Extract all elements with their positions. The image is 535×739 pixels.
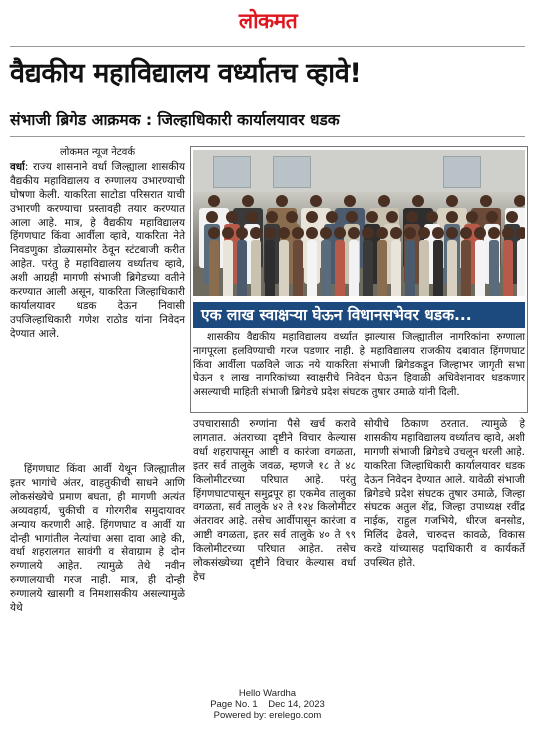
person-body [251, 240, 261, 296]
sidebar-caption [193, 331, 525, 400]
edition-name: Hello Wardha [238, 688, 297, 699]
person-head [514, 195, 525, 207]
person-body [209, 240, 219, 296]
person-head [406, 211, 418, 223]
person-body [349, 240, 359, 296]
page-and-date: Page No. 1 Dec 14, 2023 [210, 699, 325, 710]
person-body [419, 240, 429, 296]
person-head [320, 227, 332, 239]
person-head [226, 211, 238, 223]
person-body [279, 240, 289, 296]
person-head [466, 211, 478, 223]
person-head [502, 227, 514, 239]
person-head [486, 211, 498, 223]
crowd-figures [193, 150, 525, 296]
article-column-1 [10, 146, 185, 342]
person-head [208, 227, 220, 239]
person-head [242, 195, 254, 207]
masthead [0, 0, 535, 44]
headline: वैद्यकीय महाविद्यालय वर्ध्यातच व्हावे! [10, 58, 362, 89]
person-head [378, 195, 390, 207]
person-head [306, 227, 318, 239]
person-head [264, 227, 276, 239]
top-divider [10, 46, 525, 47]
sidebar-banner: एक लाख स्वाक्षऱ्या घेऊन विधानसभेवर धडक... [193, 302, 525, 328]
person-head [506, 211, 518, 223]
person-body [517, 240, 525, 296]
lokmat-logo: लोकमत [238, 9, 298, 33]
person-head [236, 227, 248, 239]
person-head [206, 211, 218, 223]
person-head [278, 227, 290, 239]
article-column-3 [364, 418, 525, 571]
person-head [276, 195, 288, 207]
article-paragraph-3: उपचारासाठी रुग्णांना पैसे खर्च करावे लागतात. अंतराच्या दृष्टीने विचार केल्यास वर्धा शहरापासून आष्टी व कारंजा वगळता, इतर सर्व तालुके जवळ, म्हणजे १८ ते ४८ किलोमीटरच्या परिघात आहे. परंतु हिंगणघाटपासून समुद्रपूर हा एकमेव तालुका वगळता, सर्व तालुके ४२ ते १२४ किलोमीटर अंतरावर आहे. तसेच आर्वीपासून कारंजा व आष्टी वगळता, इतर सर्व तालुके ४० ते ९९ किलोमीटरच्या परिघात आहेत. तसेच लोकसंख्येच्या दृष्टीने विचार केल्यास वर्धा हेच [193, 418, 356, 583]
person-head [386, 211, 398, 223]
person-body [377, 240, 387, 296]
person-body [363, 240, 373, 296]
person-body [321, 240, 331, 296]
article-paragraph-4: सोयीचे ठिकाण ठरतात. त्यामुळे हे शासकीय महाविद्यालय वर्ध्यातच व्हावे, अशी मागणी संभाजी ब्रिगेडचे उचलून धरली आहे. याकरिता जिल्हाधिकारी कार्यालयावर धडक देऊन निवेदन देण्यात आले. यावेळी संभाजी ब्रिगेडचे प्रदेश संघटक तुषार उमाळे, जिल्हा संघटक अतुल शेंद्र, जिल्हा उपाध्यक्ष रवींद्र नाईक, राहुल गजभिये, धीरज बनसोड, मिलिंद ढेवले, चारुदत्त कावळे, विकास करडे यांच्यासह पदाधिकारी व कार्यकर्ते उपस्थित होते. [364, 418, 525, 570]
person-head [446, 211, 458, 223]
powered-by: Powered by: erelego.com [213, 710, 322, 721]
person-head [250, 227, 262, 239]
person-head [432, 227, 444, 239]
article-paragraph-2: हिंगणघाट किंवा आर्वी येथून जिल्ह्यातील इतर भागांचे अंतर, वाहतुकीची साधने आणि लोकसंख्येचे प्रमाण बघता, ही मागणी अत्यंत अव्यवहार्य, चुकीची व गोरगरीब समुदायावर अन्याय करणारी आहे. हिंगणघाट व आर्वी या दोन्ही भागांतील नेत्यांचा असा दावा आहे की, वर्धा शहरालगत सावंगी व सेवाग्राम हे दोन रुग्णालये आहेत. त्यामुळे तेथे नवीन रुग्णालयाची गरज नाही. मात्र, ही दोन्ही रुग्णालये खासगी व निमशासकीय असल्यामुळे येथे [10, 463, 185, 615]
sidebar-caption-text: शासकीय वैद्यकीय महाविद्यालय वर्ध्यात झाल्यास जिल्ह्यातील नागरिकांना रुग्णाला नागपूरला हलविण्याची गरज पडणार नाही. हे महाविद्यालय राजकीय दबावात हिंगणघाट किंवा आर्वीला पळविले जाऊ नये याकरिता संभाजी ब्रिगेडकडून जिल्हाभर जागृती सभा घेऊन १ लाख नागरिकांच्या स्वाक्षरीचे निवेदन घेऊन हिवाळी अधिवेशनावर धडकणार असल्याची माहिती संभाजी ब्रिगेडचे प्रदेश संघटक तुषार उमाळे यांनी दिली. [193, 332, 525, 399]
person-head [208, 195, 220, 207]
person-body [489, 240, 499, 296]
person-body [433, 240, 443, 296]
person-head [376, 227, 388, 239]
person-head [446, 227, 458, 239]
person-head [348, 227, 360, 239]
person-head [460, 227, 472, 239]
person-head [418, 227, 430, 239]
person-head [488, 227, 500, 239]
person-head [306, 211, 318, 223]
person-head [362, 227, 374, 239]
person-head [310, 195, 322, 207]
article-paragraph-1 [10, 161, 185, 342]
dateline: वर्धा [10, 160, 25, 173]
person-head [366, 211, 378, 223]
person-head [426, 211, 438, 223]
person-head [390, 227, 402, 239]
person-head [292, 227, 304, 239]
person-body [391, 240, 401, 296]
person-head [334, 227, 346, 239]
person-head [480, 195, 492, 207]
person-head [474, 227, 486, 239]
person-body [447, 240, 457, 296]
person-body [237, 240, 247, 296]
person-body [335, 240, 345, 296]
person-head [222, 227, 234, 239]
person-head [446, 195, 458, 207]
person-body [405, 240, 415, 296]
person-head [286, 211, 298, 223]
person-body [293, 240, 303, 296]
page-footer [0, 688, 535, 721]
person-head [246, 211, 258, 223]
person-head [346, 211, 358, 223]
person-body [503, 240, 513, 296]
group-photo [193, 150, 525, 296]
person-body [307, 240, 317, 296]
article-column-1-continued [10, 463, 185, 616]
person-head [412, 195, 424, 207]
person-body [223, 240, 233, 296]
person-body [475, 240, 485, 296]
person-head [326, 211, 338, 223]
person-head [266, 211, 278, 223]
person-head [404, 227, 416, 239]
article-column-2 [193, 418, 356, 585]
person-body [265, 240, 275, 296]
subheadline: संभाजी ब्रिगेड आक्रमक : जिल्हाधिकारी कार्यालयावर धडक [10, 111, 340, 129]
person-head [344, 195, 356, 207]
byline: लोकमत न्यूज नेटवर्क [59, 147, 136, 158]
subhead-divider [10, 136, 525, 137]
person-body [461, 240, 471, 296]
article-paragraph-1-text: : राज्य शासनाने वर्धा जिल्ह्याला शासकीय वैद्यकीय महाविद्यालय व रुग्णालय उभारण्याची घोषणा केली. याकरिता साटोडा परिसरात याची उभारणी करण्याचा प्रस्तावही तयार करण्यात आला आहे. मात्र, हे वैद्यकीय महाविद्यालय हिंगणघाट किंवा आर्वीला व्हावे, याकरिता नेते निवडणुका डोळ्यासमोर ठेवून स्टंटबाजी करीत आहेत. परंतु हे महाविद्यालय वर्ध्यातच व्हावे, अशी आग्रही मागणी संभाजी ब्रिगेडच्या वतीने करण्यात आली असून, याकरिता जिल्हाधिकारी कार्यालयावर धडक देऊन निवासी उपजिल्हाधिकारी गणेश राठोड यांना निवेदन देण्यात आले. [10, 160, 185, 340]
